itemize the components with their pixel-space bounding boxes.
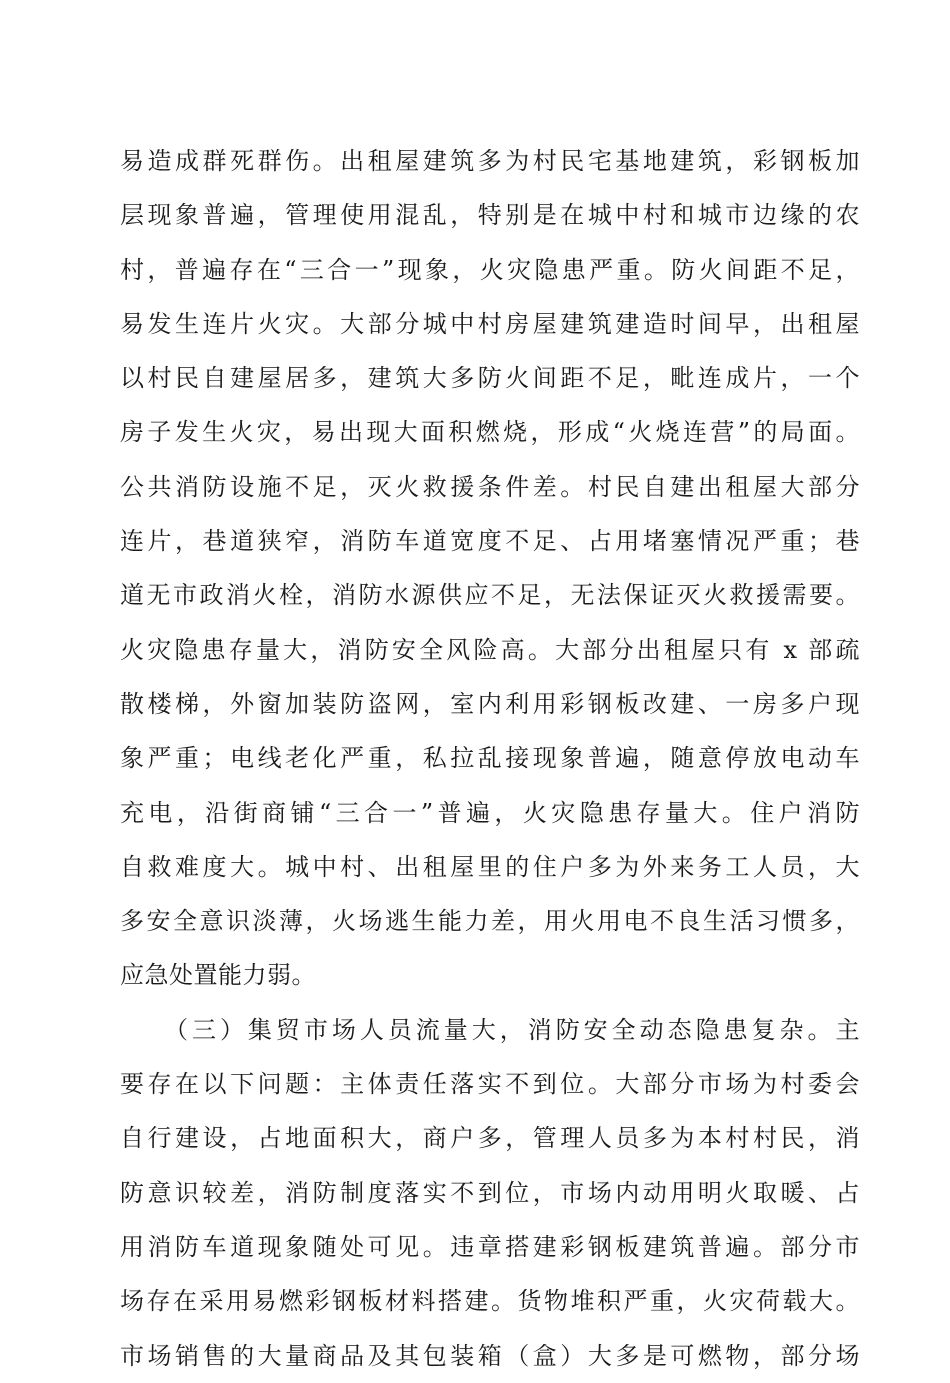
text-line: 象严重；电线老化严重，私拉乱接现象普遍，随意停放电动车 xyxy=(120,744,860,773)
body-text xyxy=(120,134,860,1383)
text-line: 房子发生火灾，易出现大面积燃烧，形成“火烧连营”的局面。 xyxy=(120,418,860,447)
text-line: 道无市政消火栓，消防水源供应不足，无法保证灭火救援需要。 xyxy=(120,581,860,610)
text-line: 用消防车道现象随处可见。违章搭建彩钢板建筑普遍。部分市 xyxy=(120,1232,860,1261)
text-line: 多安全意识淡薄，火场逃生能力差，用火用电不良生活习惯多， xyxy=(120,907,860,936)
text-line: 市场销售的大量商品及其包装箱（盒）大多是可燃物，部分场 xyxy=(120,1341,860,1370)
text-line: 易发生连片火灾。大部分城中村房屋建筑建造时间早，出租屋 xyxy=(120,309,860,338)
text-line: 村，普遍存在“三合一”现象，火灾隐患严重。防火间距不足， xyxy=(120,255,860,284)
text-line: 公共消防设施不足，灭火救援条件差。村民自建出租屋大部分 xyxy=(120,472,860,501)
text-line: 自救难度大。城中村、出租屋里的住户多为外来务工人员，大 xyxy=(120,852,860,881)
text-line: 防意识较差，消防制度落实不到位，市场内动用明火取暖、占 xyxy=(120,1178,860,1207)
text-line: 自行建设，占地面积大，商户多，管理人员多为本村村民，消 xyxy=(120,1124,860,1153)
text-line: 火灾隐患存量大，消防安全风险高。大部分出租屋只有 x 部疏 xyxy=(120,635,860,664)
text-line: 层现象普遍，管理使用混乱，特别是在城中村和城市边缘的农 xyxy=(120,201,860,230)
text-line: 连片，巷道狭窄，消防车道宽度不足、占用堵塞情况严重；巷 xyxy=(120,527,860,556)
text-line: 要存在以下问题：主体责任落实不到位。大部分市场为村委会 xyxy=(120,1070,860,1099)
text-line: （三）集贸市场人员流量大，消防安全动态隐患复杂。主 xyxy=(164,1015,860,1044)
text-line: 以村民自建屋居多，建筑大多防火间距不足，毗连成片，一个 xyxy=(120,364,860,393)
text-line: 场存在采用易燃彩钢板材料搭建。货物堆积严重，火灾荷载大。 xyxy=(120,1287,860,1316)
text-line: 充电，沿街商铺“三合一”普遍，火灾隐患存量大。住户消防 xyxy=(120,798,860,827)
text-line: 散楼梯，外窗加装防盗网，室内利用彩钢板改建、一房多户现 xyxy=(120,689,860,718)
text-line: 易造成群死群伤。出租屋建筑多为村民宅基地建筑，彩钢板加 xyxy=(120,147,860,175)
text-line: 应急处置能力弱。 xyxy=(120,961,316,990)
